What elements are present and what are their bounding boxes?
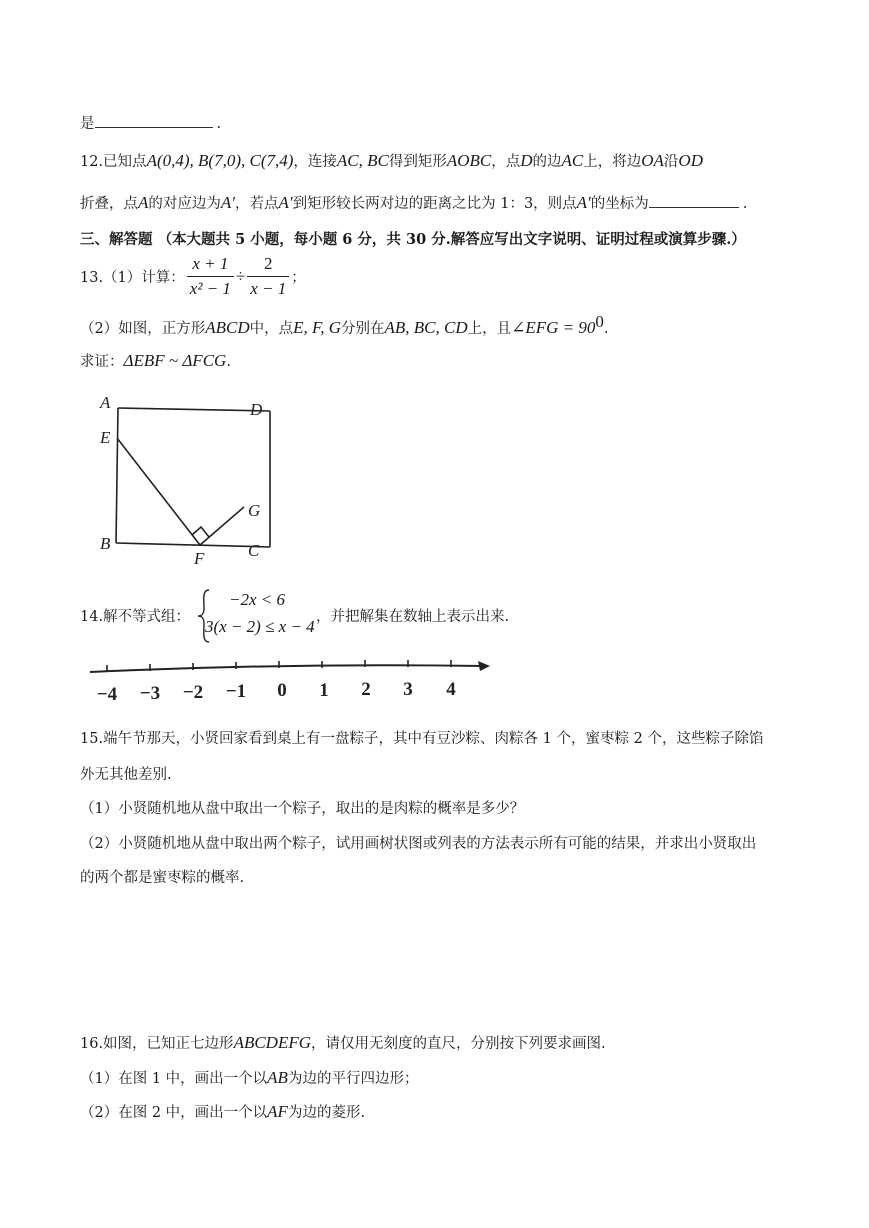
segment-ef [117, 438, 200, 545]
q13-label: 13.（1）计算： [80, 270, 185, 286]
q13-text: ； [291, 270, 306, 286]
side-bc [116, 543, 270, 547]
q14-inequality-2: 3(x − 2) ≤ x − 4 [205, 617, 315, 636]
q13-points: E, F, G [293, 317, 341, 337]
q11-answer-line [80, 112, 221, 133]
q12-point-a-prime: A′ [278, 193, 293, 212]
q16-text: 16.如图，已知正七边形 [80, 1036, 234, 1052]
q12-rectangle: AOBC [446, 151, 492, 170]
q12-text: ，连接 [293, 154, 337, 170]
q12-line-od: OD [678, 151, 703, 170]
q14-tail [316, 605, 509, 626]
q13-fraction-1-numerator: x + 1 [187, 254, 234, 277]
q16-text: 为边的平行四边形； [287, 1071, 419, 1087]
q12-text: 折叠，点 [80, 196, 138, 212]
tick-label: 1 [319, 680, 329, 701]
q12-side-ac: AC [561, 151, 584, 170]
q15-part-2-line-1: （2）小贤随机地从盘中取出两个粽子，试用画树状图或列表的方法表示所有可能的结果，并求出小贤取出 [80, 836, 757, 852]
q12-point-a-prime: A′ [220, 193, 235, 212]
q13-text: . [603, 320, 609, 337]
tick-label: −2 [182, 682, 204, 703]
q14-inequality-1: −2x < 6 [229, 590, 285, 609]
label-g: G [248, 501, 261, 520]
section-3-title: 三、解答题 [80, 231, 153, 248]
q12-text: ，若点 [235, 196, 279, 212]
q15-part-2-line-2: 的两个都是蜜枣粽的概率. [80, 870, 245, 886]
q13-square-figure [90, 390, 280, 570]
q12-point-d: D [520, 151, 533, 170]
right-angle-mark [192, 527, 209, 537]
tick-label: 3 [403, 679, 413, 700]
q11-answer-blank [95, 126, 213, 128]
q16-text: （1）在图 1 中，画出一个以 [80, 1071, 268, 1087]
q13-text: 分别在 [340, 320, 385, 337]
tick-label: 4 [446, 679, 456, 700]
side-ad [118, 408, 270, 411]
q13-part-2 [80, 312, 608, 338]
tick-label: 2 [361, 679, 371, 700]
arrow-icon [478, 661, 490, 671]
q12-line-1 [80, 150, 703, 171]
tick-label: −3 [139, 683, 161, 704]
q11-suffix: . [216, 116, 222, 132]
q16-side-ab: AB [267, 1068, 288, 1087]
q15-line-1: 15.端午节那天，小贤回家看到桌上有一盘粽子，其中有豆沙粽、肉粽各 1 个，蜜枣粽 2 个，这些粽子除馅 [80, 731, 764, 747]
q13-proof-label: 求证： [80, 354, 124, 370]
q14-label: 14.解不等式组： [80, 609, 191, 625]
q13-text: . [226, 354, 231, 370]
q13-fraction-2-denominator: x − 1 [250, 279, 287, 298]
q15-part-1: （1）小贤随机地从盘中取出一个粽子，取出的是肉粽的概率是多少？ [80, 801, 525, 817]
q16-line-1 [80, 1032, 606, 1053]
label-d: D [250, 400, 263, 419]
label-f: F [194, 549, 205, 568]
q12-segments: AC, BC [336, 151, 389, 170]
q16-text: （2）在图 2 中，画出一个以 [80, 1105, 268, 1121]
q16-part-2 [80, 1101, 365, 1122]
q16-part-1 [80, 1067, 418, 1088]
section-3-heading [80, 228, 746, 249]
q13-sides: AB, BC, CD [384, 317, 468, 337]
q16-text: 为边的菱形. [287, 1105, 366, 1121]
section-3-description: （本大题共 5 小题，每小题 6 分，共 30 分.解答应写出文字说明、证明过程或演算步骤.） [157, 231, 746, 248]
q12-text: 到矩形较长两对边的距离之比为 1：3，则点 [292, 196, 577, 212]
label-e: E [100, 428, 111, 447]
q12-text: 的坐标为 [590, 196, 649, 212]
q12-text: 的对应边为 [148, 196, 221, 212]
q12-text: ，点 [491, 154, 521, 170]
side-ab [116, 408, 118, 543]
q12-side-oa: OA [641, 151, 664, 170]
q12-points: A(0,4), B(7,0), C(7,4) [146, 151, 294, 170]
tick-label: −4 [96, 684, 118, 705]
label-c: C [248, 541, 260, 560]
q13-text: （2）如图，正方形 [80, 320, 206, 337]
q14-label-line [80, 605, 190, 626]
q12-text: 得到矩形 [388, 154, 447, 170]
q16-text: ，请仅用无刻度的直尺，分别按下列要求画图. [311, 1036, 606, 1052]
q12-text: . [742, 196, 748, 212]
q16-heptagon: ABCDEFG [233, 1033, 311, 1052]
q15-line-2: 外无其他差别. [80, 767, 172, 783]
q12-point-a: A [138, 193, 149, 212]
q14-instruction: ，并把解集在数轴上表示出来. [316, 609, 510, 625]
segment-fg [200, 507, 244, 545]
q12-text: 沿 [663, 154, 679, 170]
q12-text: 上，将边 [583, 154, 642, 170]
q13-square: ABCD [205, 317, 250, 337]
q13-proof-expression: ΔEBF ~ ΔFCG [123, 351, 227, 370]
q12-text: 的边 [532, 154, 562, 170]
q12-line-2 [80, 192, 747, 213]
q12-point-a-prime: A′ [576, 193, 591, 212]
q12-answer-blank [649, 206, 739, 208]
q13-text: 中，点 [249, 320, 294, 337]
q13-fraction-1 [187, 254, 234, 299]
q13-part-1 [80, 254, 306, 299]
q13-divide-sign: ÷ [235, 266, 246, 286]
q13-proof [80, 350, 231, 371]
q12-text: 12.已知点 [80, 154, 147, 170]
q13-fraction-2-numerator: 2 [247, 254, 289, 277]
tick-label: −1 [225, 681, 247, 702]
label-a: A [100, 393, 111, 412]
q13-fraction-1-denominator: x² − 1 [189, 279, 231, 298]
q13-angle: ∠EFG = 90 [511, 317, 596, 337]
q13-fraction-2 [247, 254, 289, 299]
q16-side-af: AF [267, 1102, 288, 1121]
number-line-axis [90, 665, 484, 672]
tick-label: 0 [277, 680, 287, 701]
q13-degree-superscript: 0 [595, 312, 604, 331]
label-b: B [100, 534, 111, 553]
number-line-figure [86, 656, 496, 706]
q13-text: 上，且 [467, 320, 512, 337]
q11-prefix: 是 [80, 116, 95, 132]
